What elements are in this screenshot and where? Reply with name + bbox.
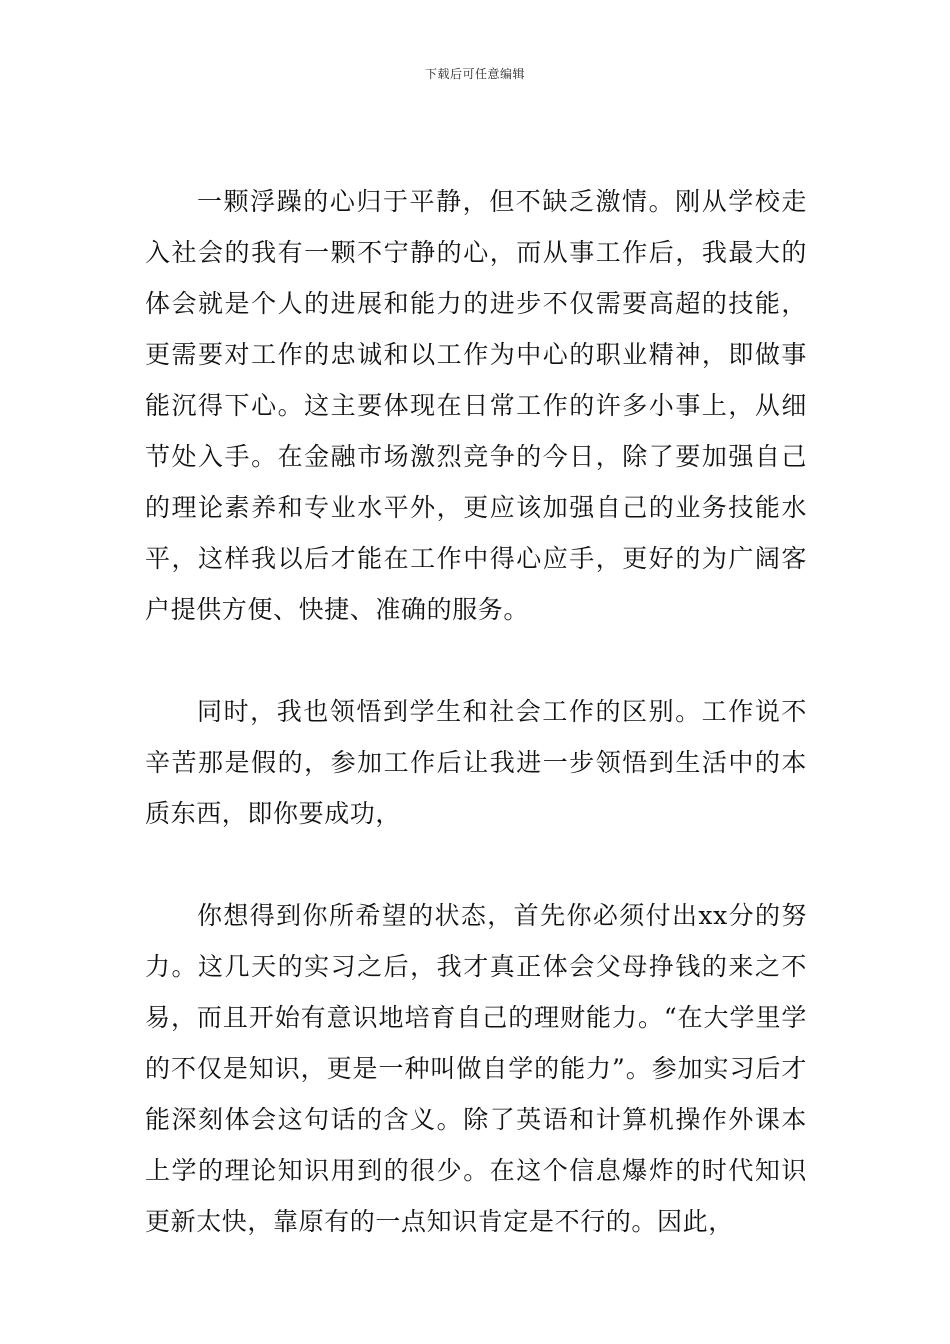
paragraph-2: 同时，我也领悟到学生和社会工作的区别。工作说不辛苦那是假的，参加工作后让我进一步领悟到生活中的本质东西，即你要成功， — [145, 697, 807, 828]
paragraph-1: 一颗浮躁的心归于平静，但不缺乏激情。刚从学校走入社会的我有一颗不宁静的心，而从事工作后，我最大的体会就是个人的进展和能力的进步不仅需要高超的技能，更需要对工作的忠诚和以工作为中心的职业精神，即做事能沉得下心。这主要体现在日常工作的许多小事上，从细节处入手。在金融市场激烈竞争的今日，除了要加强自己的理论素养和专业水平外，更应该加强自己的业务技能水平，这样我以后才能在工作中得心应手，更好的为广阔客户提供方便、快捷、准确的服务。 — [145, 187, 807, 624]
paragraph-3: 你想得到你所希望的状态，首先你必须付出xx分的努力。这几天的实习之后，我才真正体会父母挣钱的来之不易，而且开始有意识地培育自己的理财能力。“在大学里学的不仅是知识，更是一种叫做自学的能力”。参加实习后才能深刻体会这句话的含义。除了英语和计算机操作外课本上学的理论知识用到的很少。在这个信息爆炸的时代知识更新太快，靠原有的一点知识肯定是不行的。因此， — [145, 901, 807, 1236]
header-note: 下载后可任意编辑 — [424, 67, 525, 81]
document-body — [145, 176, 807, 1247]
